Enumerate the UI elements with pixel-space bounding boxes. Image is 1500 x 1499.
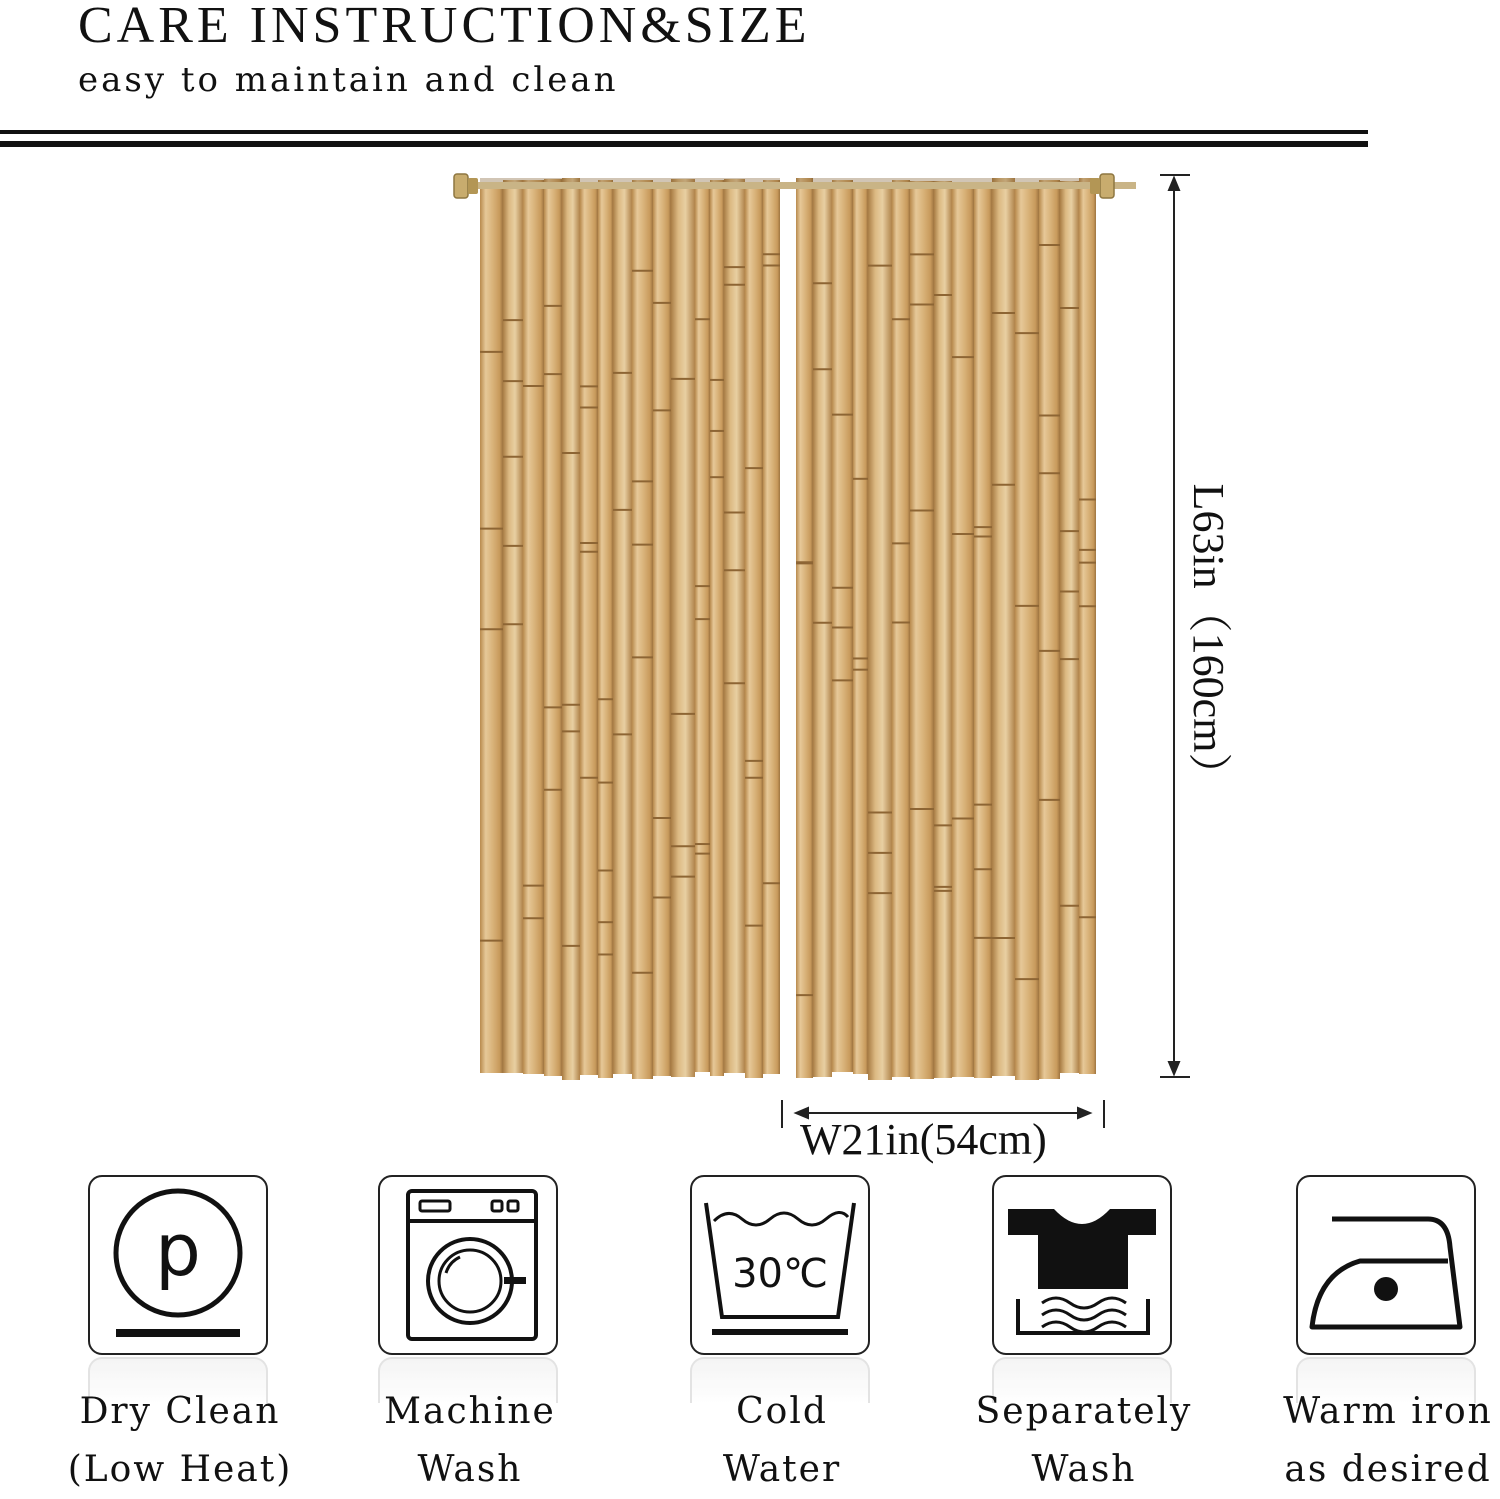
bamboo-stalk xyxy=(745,186,763,1078)
bamboo-stalk xyxy=(503,180,523,1073)
care-label-line2: Wash xyxy=(1031,1449,1137,1490)
temperature-text: 30℃ xyxy=(732,1251,828,1297)
dry-clean-icon xyxy=(88,1175,268,1355)
bamboo-stalk xyxy=(952,185,974,1077)
bamboo-stalk xyxy=(934,181,952,1078)
iron-icon xyxy=(1296,1175,1476,1355)
care-label-line1: Separately xyxy=(975,1391,1193,1432)
bamboo-stalk xyxy=(910,181,934,1079)
care-label-line1: Cold xyxy=(736,1391,828,1432)
bamboo-stalk xyxy=(653,185,671,1076)
page-subtitle: easy to maintain and clean xyxy=(78,60,619,100)
bamboo-stalk xyxy=(892,180,910,1077)
bamboo-stalk xyxy=(544,179,562,1076)
bamboo-stalk xyxy=(832,180,853,1072)
length-label: L63in（160cm） xyxy=(1184,483,1233,797)
curtain-panel-left xyxy=(480,178,780,1080)
care-item-dry-clean xyxy=(67,1175,293,1490)
care-label-line2: as desired xyxy=(1284,1449,1492,1490)
care-item-machine-wash xyxy=(378,1175,562,1490)
bamboo-stalk xyxy=(1079,178,1096,1074)
bamboo-stalk xyxy=(671,179,695,1077)
care-item-warm-iron xyxy=(1283,1175,1493,1490)
wash-tub-icon xyxy=(690,1175,870,1355)
washing-machine-icon xyxy=(378,1175,558,1355)
bamboo-stalk xyxy=(710,180,724,1076)
bamboo-stalk xyxy=(1015,183,1039,1080)
svg-text:p: p xyxy=(155,1208,201,1292)
care-label-line2: Wash xyxy=(417,1449,523,1490)
bamboo-stalk xyxy=(523,180,544,1074)
care-label-line1: Machine xyxy=(384,1391,556,1432)
care-label-line1: Dry Clean xyxy=(79,1391,281,1432)
divider-thin xyxy=(0,130,1368,134)
bamboo-stalk xyxy=(1039,180,1060,1079)
bamboo-stalk xyxy=(853,186,868,1074)
care-label-line1: Warm iron xyxy=(1283,1391,1493,1432)
care-label-line2: Water xyxy=(722,1449,842,1490)
bamboo-stalk xyxy=(562,178,580,1080)
curtain-panel-right xyxy=(796,178,1096,1080)
curtain-image xyxy=(440,160,1200,1140)
shirt-wash-icon xyxy=(992,1175,1172,1355)
care-item-cold-water xyxy=(690,1175,874,1490)
width-label: W21in(54cm) xyxy=(800,1115,1047,1164)
care-label-line2: (Low Heat) xyxy=(67,1449,293,1490)
bamboo-stalk xyxy=(724,179,745,1073)
bamboo-stalk xyxy=(613,186,632,1074)
bamboo-stalk xyxy=(974,183,992,1078)
bamboo-stalk xyxy=(796,178,813,1078)
divider-thick xyxy=(0,141,1368,147)
bamboo-stalk xyxy=(580,182,598,1075)
bamboo-stalk xyxy=(763,180,780,1074)
bamboo-stalk xyxy=(598,180,613,1078)
bamboo-stalk xyxy=(813,182,832,1077)
bamboo-stalk xyxy=(868,183,892,1080)
bamboo-stalk xyxy=(632,180,653,1079)
care-item-separately-wash xyxy=(975,1175,1193,1490)
page-title: CARE INSTRUCTION&SIZE xyxy=(78,0,811,54)
bamboo-stalk xyxy=(1060,181,1079,1073)
